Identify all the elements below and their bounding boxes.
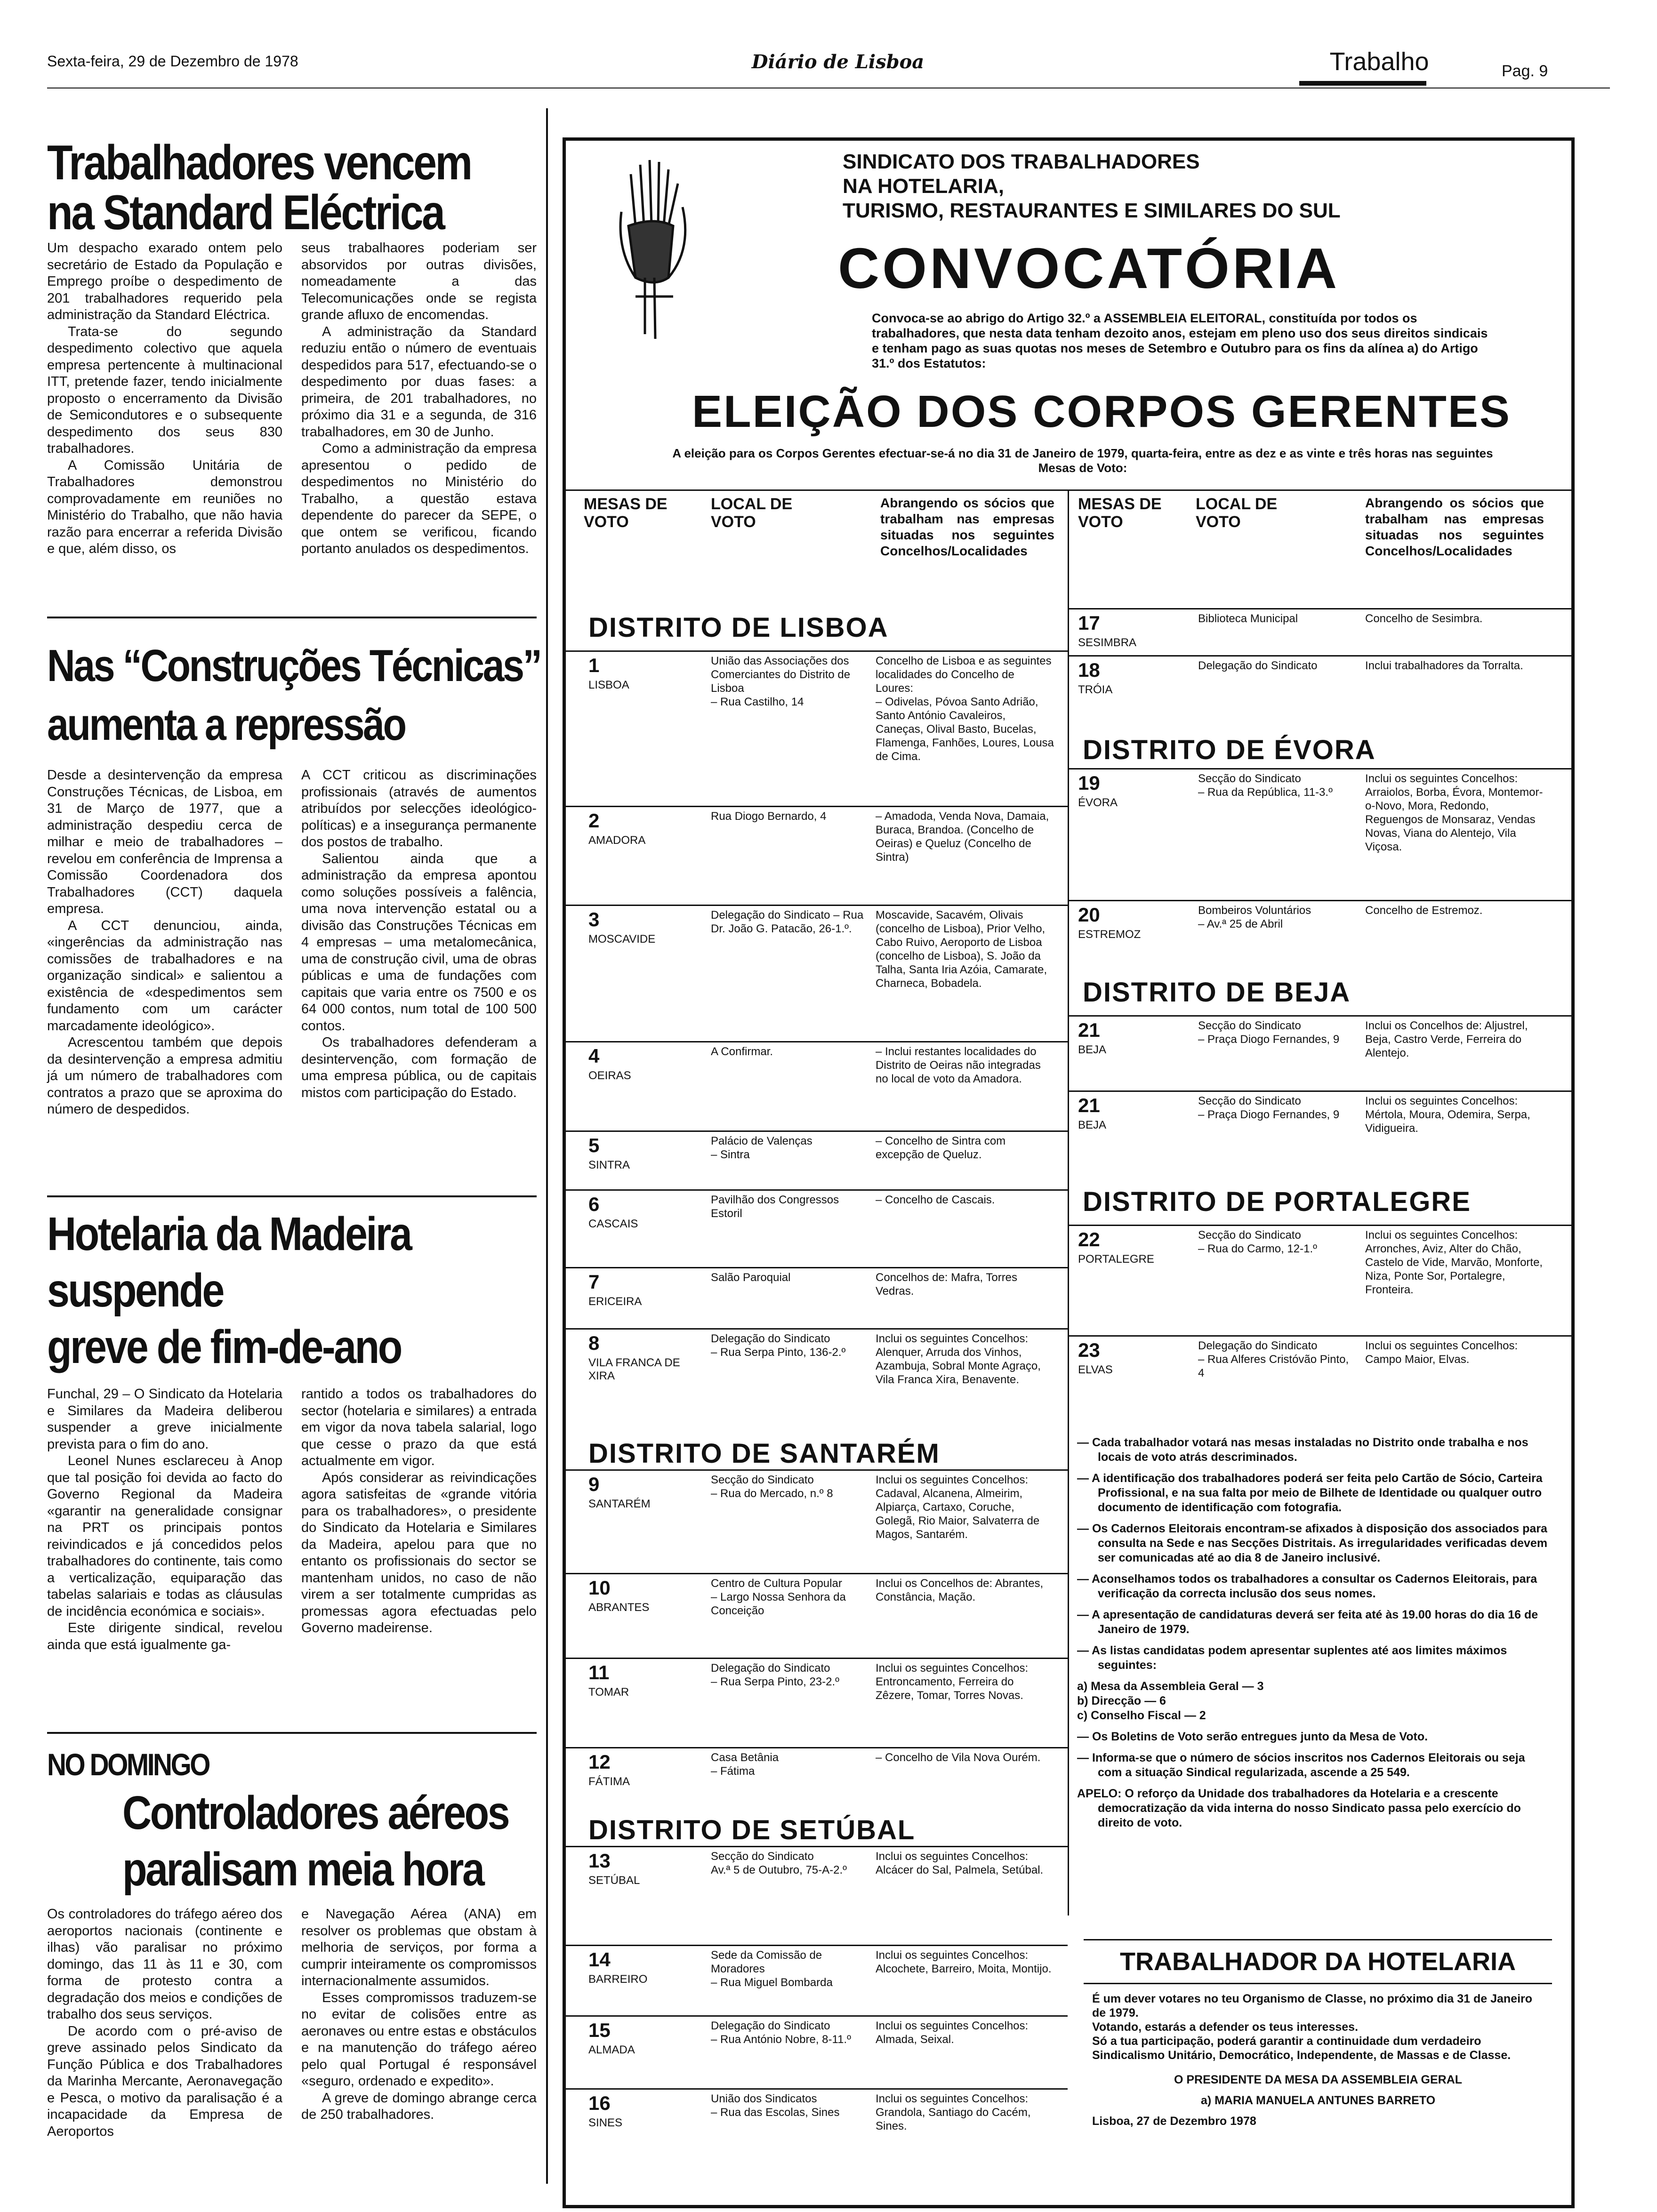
- row-divider: [1068, 1335, 1575, 1337]
- row-local: Centro de Cultura Popular – Largo Nossa Senhora da Conceição: [711, 1577, 846, 1617]
- article-madeira-col1: [47, 1386, 282, 1653]
- district-evora: DISTRITO DE ÉVORA: [1083, 735, 1376, 765]
- row-number: 5: [588, 1134, 600, 1156]
- row-abrangendo: Inclui os seguintes Concelhos: Alenquer, Arruda dos Vinhos, Azambuja, Sobral Monte Agraço, Vila Franca Xira, Benavente.: [876, 1332, 1041, 1386]
- article-construcoes-col2: [301, 767, 537, 1101]
- hotelaria-text: [1092, 1992, 1544, 2128]
- row-city: ÉVORA: [1078, 796, 1118, 809]
- article-controladores-col2: [301, 1906, 537, 2124]
- row-local: Delegação do Sindicato – Rua Serpa Pinto, 136-2.º: [711, 1332, 846, 1359]
- row-number: 6: [588, 1193, 600, 1215]
- col-head-local-right: LOCAL DE VOTO: [1196, 495, 1278, 531]
- row-abrangendo: Inclui os seguintes Concelhos: Arraiolos, Borba, Évora, Montemor-o-Novo, Mora, Redondo, Reguengos de Monsaraz, Vendas Novas, Viana do Alentejo, Vila Viçosa.: [1365, 772, 1543, 853]
- row-abrangendo: Inclui os seguintes Concelhos: Grandola, Santiago do Cacém, Sines.: [876, 2092, 1031, 2132]
- paragraph: Os trabalhadores defenderam a desintervenção, com formação de uma empresa pública, ou de capitais mistos com participação do Estado.: [301, 1035, 537, 1100]
- district-santarem: DISTRITO DE SANTARÉM: [588, 1438, 940, 1469]
- election-title: ELEIÇÃO DOS CORPOS GERENTES: [692, 386, 1511, 437]
- row-divider: [1068, 1015, 1575, 1017]
- convocatoria-title: CONVOCATÓRIA: [838, 236, 1340, 300]
- union-name-line: TURISMO, RESTAURANTES E SIMILARES DO SUL: [843, 199, 1341, 222]
- row-abrangendo: Inclui os seguintes Concelhos: Alcochete, Barreiro, Moita, Montijo.: [876, 1949, 1052, 1975]
- row-abrangendo: Concelho de Sesimbra.: [1365, 612, 1483, 625]
- row-abrangendo: – Amadoda, Venda Nova, Damaia, Buraca, Brandoa. (Concelho de Oeiras) e Queluz (Concelho de Sintra): [876, 810, 1049, 864]
- row-number: 4: [588, 1045, 600, 1067]
- paragraph: Desde a desintervenção da empresa Construções Técnicas, de Lisboa, em 31 de Março de 1977, que a administração despediu cerca de milhar e meio de trabalhadores – revelou em conferência de Imprensa a Comissão Coordenadora dos Trabalhadores (CCT) daquela empresa.: [47, 768, 282, 916]
- row-number: 3: [588, 908, 600, 930]
- row-local: União das Associações dos Comerciantes do Distrito de Lisboa – Rua Castilho, 14: [711, 655, 851, 708]
- row-abrangendo: Inclui os seguintes Concelhos: Entroncamento, Ferreira do Zêzere, Tomar, Torres Novas.: [876, 1662, 1029, 1702]
- row-local: Secção do Sindicato – Praça Diogo Fernandes, 9: [1198, 1095, 1340, 1121]
- district-beja: DISTRITO DE BEJA: [1083, 977, 1351, 1008]
- row-abrangendo: Inclui os seguintes Concelhos: Alcácer do Sal, Palmela, Setúbal.: [876, 1850, 1044, 1876]
- headline-standard-1: Trabalhadores vencem: [47, 136, 471, 190]
- headline-standard-2: na Standard Eléctrica: [47, 185, 444, 240]
- row-abrangendo: – Concelho de Sintra com excepção de Queluz.: [876, 1135, 1006, 1161]
- row-divider: [1068, 655, 1575, 657]
- headline-controladores-2: paralisam meia hora: [122, 1843, 483, 1896]
- row-divider: [563, 1189, 1068, 1191]
- article-divider: [47, 1732, 537, 1734]
- row-abrangendo: – Concelho de Vila Nova Ourém.: [876, 1751, 1041, 1764]
- paragraph: A greve de domingo abrange cerca de 250 trabalhadores.: [301, 2090, 537, 2122]
- row-number: 1: [588, 654, 600, 676]
- headline-construcoes-2: aumenta a repressão: [47, 699, 405, 750]
- row-divider: [563, 650, 1068, 652]
- row-number: 2: [588, 809, 600, 832]
- row-local: Delegação do Sindicato – Rua Alferes Cristóvão Pinto, 4: [1198, 1339, 1349, 1379]
- row-city: ERICEIRA: [588, 1295, 642, 1308]
- col-head-abr: Abrangendo os sócios que trabalham nas empresas situadas nos seguintes Concelhos/Localidades: [880, 496, 1054, 558]
- row-abrangendo: – Concelho de Cascais.: [876, 1194, 995, 1206]
- row-abrangendo: Moscavide, Sacavém, Olivais (concelho de Lisboa), Prior Velho, Cabo Ruivo, Aeroporto de Lisboa (concelho de Lisboa), S. João da Talha, Santa Iria Azóia, Camarate, Charneca, Bobadela.: [876, 909, 1047, 990]
- row-number: 19: [1078, 772, 1100, 794]
- hotelaria-line: É um dever votares no teu Organismo de Classe, no próximo dia 31 de Janeiro de 1979.: [1092, 1992, 1533, 2020]
- union-name-line: SINDICATO DOS TRABALHADORES: [843, 150, 1200, 173]
- row-local: Delegação do Sindicato – Rua Dr. João G. Patacão, 26-1.º.: [711, 909, 864, 935]
- note-item: c) Conselho Fiscal — 2: [1077, 1709, 1206, 1722]
- row-local: Secção do Sindicato Av.ª 5 de Outubro, 75-A-2.º: [711, 1850, 847, 1876]
- row-divider: [1068, 768, 1575, 769]
- row-abrangendo: Inclui trabalhadores da Torralta.: [1365, 659, 1523, 672]
- hotelaria-title: TRABALHADOR DA HOTELARIA: [1084, 1939, 1552, 1984]
- row-city: LISBOA: [588, 679, 629, 691]
- row-city: BARREIRO: [588, 1973, 648, 1986]
- row-divider: [563, 806, 1068, 807]
- row-divider: [563, 1267, 1068, 1268]
- row-divider: [563, 1658, 1068, 1659]
- column-rule: [546, 108, 548, 2184]
- row-abrangendo: Inclui os seguintes Concelhos: Cadaval, Alcanena, Almeirim, Alpiarça, Cartaxo, Coruche, Golegã, Rio Maior, Salvaterra de Magos, Santarém.: [876, 1474, 1040, 1541]
- note-item: — As listas candidatas podem apresentar suplentes até aos limites máximos seguintes:: [1077, 1644, 1507, 1672]
- page-number: Pag. 9: [1502, 62, 1548, 80]
- section-bar: [1299, 81, 1426, 86]
- row-abrangendo: Concelho de Estremoz.: [1365, 904, 1483, 917]
- place-date: Lisboa, 27 de Dezembro 1978: [1092, 2115, 1256, 2128]
- row-number: 23: [1078, 1339, 1100, 1361]
- row-local: Rua Diogo Bernardo, 4: [711, 810, 827, 823]
- row-abrangendo: Inclui os seguintes Concelhos: Mértola, Moura, Odemira, Serpa, Vidigueira.: [1365, 1095, 1530, 1135]
- note-item: — Os Cadernos Eleitorais encontram-se afixados à disposição dos associados para consulta na Sede e nas Secções Distritais. As irregularidades verificadas devem ser comunicadas até ao dia 8 de Janeiro inclusivé.: [1077, 1522, 1548, 1564]
- row-abrangendo: Inclui os Concelhos de: Aljustrel, Beja, Castro Verde, Ferreira do Alentejo.: [1365, 1019, 1528, 1059]
- article-controladores-col1: [47, 1906, 282, 2140]
- row-number: 7: [588, 1271, 600, 1293]
- paragraph: Os controladores do tráfego aéreo dos aeroportos nacionais (continente e ilhas) vão paralisar no próximo domingo, das 11 às 11 e 30, com forma de protesto contra a degradação dos meios e condições de trabalho dos seus serviços.: [47, 1907, 282, 2022]
- kicker-controladores: NO DOMINGO: [47, 1747, 209, 1782]
- paragraph: Trata-se do segundo despedimento colectivo que aquela empresa pertencente à multinacional ITT, pretende fazer, tendo inicialmente proposto o encerramento da Divisão de Semicondutores e o subsequente despedimento dos seus 830 trabalhadores.: [47, 324, 282, 456]
- note-item: — Cada trabalhador votará nas mesas instaladas no Distrito onde trabalha e nos locais de voto atrás descriminados.: [1077, 1436, 1528, 1464]
- row-number: 21: [1078, 1094, 1100, 1116]
- article-divider: [47, 617, 537, 618]
- row-local: União dos Sindicatos – Rua das Escolas, Sines: [711, 2092, 840, 2119]
- article-standard-col1: [47, 240, 282, 558]
- paragraph: Salientou ainda que a administração da empresa apontou como soluções possíveis a falência, uma nova intervenção estatal ou a divisão das Construções Técnicas em 4 empresas – uma metalomecânica, uma de construção civil, uma de obras públicas e uma de fundações com capitais que varia entre os 7500 e os 64 000 contos, num total de 100 500 contos.: [301, 851, 537, 1034]
- row-local: Bombeiros Voluntários – Av.ª 25 de Abril: [1198, 904, 1311, 930]
- headline-madeira-2: suspende: [47, 1264, 223, 1317]
- row-number: 18: [1078, 659, 1100, 681]
- note-item: b) Direcção — 6: [1077, 1694, 1166, 1707]
- note-item: — A apresentação de candidaturas deverá ser feita até às 19.00 horas do dia 16 de Janeiro de 1979.: [1077, 1608, 1538, 1636]
- row-local: Casa Betânia – Fátima: [711, 1751, 779, 1778]
- row-local: Secção do Sindicato – Rua da República, 11-3.º: [1198, 772, 1333, 799]
- row-local: Biblioteca Municipal: [1198, 612, 1298, 625]
- note-item: — Os Boletins de Voto serão entregues junto da Mesa de Voto.: [1077, 1730, 1428, 1743]
- row-number: 16: [588, 2092, 611, 2114]
- row-divider: [563, 1130, 1068, 1132]
- paragraph: seus trabalhaores poderiam ser absorvidos por outras divisões, nomeadamente a das Telecomunicações onde se regista grande afluxo de encomendas.: [301, 240, 537, 322]
- row-city: OEIRAS: [588, 1069, 631, 1082]
- header-date: Sexta-feira, 29 de Dezembro de 1978: [47, 53, 298, 70]
- headline-madeira-3: greve de fim-de-ano: [47, 1321, 401, 1373]
- article-madeira-col2: [301, 1386, 537, 1637]
- row-abrangendo: Inclui os seguintes Concelhos: Arronches, Aviz, Alter do Chão, Castelo de Vide, Marvão, Monforte, Niza, Ponte Sor, Portalegre, Fronteira.: [1365, 1229, 1543, 1296]
- paragraph: e Navegação Aérea (ANA) em resolver os problemas que obstam à melhoria de serviços, por forma a cumprir inteiramente os compromissos internacionalmente assumidos.: [301, 1907, 537, 1988]
- row-local: Delegação do Sindicato – Rua Serpa Pinto, 23-2.º: [711, 1662, 839, 1688]
- row-abrangendo: Inclui os seguintes Concelhos: Campo Maior, Elvas.: [1365, 1339, 1518, 1366]
- masthead: Diário de Lisboa: [751, 51, 925, 73]
- row-number: 11: [588, 1661, 610, 1683]
- paragraph: Um despacho exarado ontem pelo secretário de Estado da População e Emprego proíbe o despedimento de 201 trabalhadores requerido pela administração da Standard Eléctrica.: [47, 240, 282, 322]
- row-number: 13: [588, 1850, 611, 1872]
- paragraph: Acrescentou também que depois da desintervenção a empresa admitiu já um número de trabalhadores com contratos a prazo que se aproxima do número de despedidos.: [47, 1035, 282, 1117]
- row-abrangendo: Concelhos de: Mafra, Torres Vedras.: [876, 1271, 1018, 1298]
- row-city: BEJA: [1078, 1119, 1107, 1131]
- row-divider: [1068, 1090, 1575, 1092]
- note-item: — A identificação dos trabalhadores poderá ser feita pelo Cartão de Sócio, Carteira Profissional, e na sua falta por meio de Bilhete de Identidade ou qualquer outro documento de identificação com fotografia.: [1077, 1472, 1543, 1514]
- row-city: SESIMBRA: [1078, 636, 1137, 649]
- row-city: CASCAIS: [588, 1218, 638, 1230]
- row-divider: [563, 1945, 1068, 1946]
- row-divider: [1068, 1225, 1575, 1226]
- row-divider: [563, 1573, 1068, 1574]
- row-local: Delegação do Sindicato – Rua António Nobre, 8-11.º: [711, 2020, 851, 2046]
- row-local: Delegação do Sindicato: [1198, 659, 1318, 672]
- row-city: ALMADA: [588, 2044, 635, 2056]
- notes-list: [1077, 1435, 1550, 1837]
- article-standard-col2: [301, 240, 537, 558]
- row-divider: [563, 1469, 1068, 1471]
- headline-controladores-1: Controladores aéreos: [122, 1787, 509, 1839]
- row-city: PORTALEGRE: [1078, 1253, 1154, 1266]
- row-divider: [563, 2015, 1068, 2017]
- hotelaria-line: Só a tua participação, poderá garantir a continuidade dum verdadeiro Sindicalismo Unitário, Democrático, Independente, de Massas e de Classe.: [1092, 2035, 1511, 2062]
- row-local: Secção do Sindicato – Rua do Mercado, n.º 8: [711, 1474, 833, 1500]
- row-city: FÁTIMA: [588, 1775, 630, 1788]
- paragraph: De acordo com o pré-aviso de greve assinado pelos Sindicato da Função Pública e dos Trabalhadores da Marinha Mercante, Aeronavegação e Pesca, o motivo da paralisação é a incapacidade da Empresa de Aeroportos: [47, 2023, 282, 2139]
- col-head-mesas-right: MESAS DE VOTO: [1078, 495, 1162, 531]
- signer-line: a) MARIA MANUELA ANTUNES BARRETO: [1200, 2094, 1436, 2107]
- row-city: SETÚBAL: [588, 1874, 640, 1887]
- district-lisboa: DISTRITO DE LISBOA: [588, 612, 889, 643]
- article-construcoes-col1: [47, 767, 282, 1118]
- note-item: — Informa-se que o número de sócios inscritos nos Cadernos Eleitorais ou seja com a situação Sindical regularizada, ascende a 25 549.: [1077, 1751, 1525, 1779]
- paragraph: Este dirigente sindical, revelou ainda que está igualmente ga-: [47, 1620, 282, 1652]
- row-local: Palácio de Valenças – Sintra: [711, 1135, 812, 1161]
- row-divider: [563, 1041, 1068, 1042]
- row-number: 8: [588, 1332, 600, 1354]
- union-name: [843, 150, 1341, 223]
- row-local: Secção do Sindicato – Praça Diogo Fernandes, 9: [1198, 1019, 1340, 1046]
- row-divider: [1068, 900, 1575, 901]
- row-city: MOSCAVIDE: [588, 933, 656, 946]
- union-name-line: NA HOTELARIA,: [843, 175, 1005, 198]
- row-divider: [563, 1747, 1068, 1748]
- section-title: Trabalho: [1329, 48, 1429, 76]
- row-city: BEJA: [1078, 1043, 1107, 1056]
- convocatoria-intro: Convoca-se ao abrigo do Artigo 32.º a ASSEMBLEIA ELEITORAL, constituída por todos os trabalhadores, que nesta data tenham dezoito anos, estejam em pleno uso dos seus direitos sindicais e tenham pago as suas quotas nos meses de Setembro e Outubro para os fins da alínea a) do Artigo 31.º dos Estatutos:: [872, 311, 1488, 370]
- article-divider: [47, 1195, 537, 1197]
- row-local: Pavilhão dos Congressos Estoril: [711, 1194, 839, 1220]
- row-number: 22: [1078, 1228, 1100, 1250]
- paragraph: Esses compromissos traduzem-se no evitar de colisões entre as aeronaves ou entre estas e obstáculos e na manutenção do tráfego aéreo pelo qual Portugal é responsável «seguro, ordenado e expedito».: [301, 1990, 537, 2089]
- paragraph: A Comissão Unitária de Trabalhadores demonstrou comprovadamente em reuniões no Ministério do Trabalho, que não havia razão para encerrar a referida Divisão e que, além disso, os: [47, 457, 282, 556]
- row-divider: [563, 2088, 1068, 2090]
- headline-construcoes-1: Nas “Construções Técnicas”: [47, 641, 541, 691]
- row-number: 20: [1078, 904, 1100, 926]
- row-divider: [563, 905, 1068, 906]
- row-number: 15: [588, 2019, 611, 2041]
- president-line: O PRESIDENTE DA MESA DA ASSEMBLEIA GERAL: [1174, 2073, 1463, 2086]
- district-portalegre: DISTRITO DE PORTALEGRE: [1083, 1186, 1471, 1217]
- row-city: TOMAR: [588, 1686, 629, 1699]
- col-head-abr-right: Abrangendo os sócios que trabalham nas empresas situadas nos seguintes Concelhos/Localidades: [1365, 496, 1544, 558]
- district-setubal: DISTRITO DE SETÚBAL: [588, 1815, 916, 1845]
- row-number: 10: [588, 1577, 611, 1599]
- row-local: Salão Paroquial: [711, 1271, 791, 1284]
- row-local: Sede da Comissão de Moradores – Rua Miguel Bombarda: [711, 1949, 833, 1989]
- hotelaria-line: Votando, estarás a defender os teus interesses.: [1092, 2020, 1359, 2034]
- row-divider: [563, 1846, 1068, 1847]
- row-number: 14: [588, 1948, 611, 1971]
- row-abrangendo: Concelho de Lisboa e as seguintes localidades do Concelho de Loures: – Odivelas, Póvoa Santo Adrião, Santo António Cavaleiros, Caneças, Olival Basto, Bucelas, Flamenga, Fanhões, Loures, Lousa de Cima.: [876, 655, 1054, 763]
- table-center-rule: [1068, 489, 1069, 1915]
- col-head-local: LOCAL DE VOTO: [711, 495, 793, 531]
- row-city: ELVAS: [1078, 1363, 1113, 1376]
- row-city: SANTARÉM: [588, 1498, 651, 1510]
- paragraph: A administração da Standard reduziu então o número de eventuais despedidos para 517, efectuando-se o despedimento por duas fases: a primeira, de 201 trabalhadores, no próximo dia 31 e a segunda, de 316 trabalhadores, em 30 de Junho.: [301, 324, 537, 440]
- row-city: SINES: [588, 2116, 623, 2129]
- election-text: A eleição para os Corpos Gerentes efectuar-se-á no dia 31 de Janeiro de 1979, quarta-feira, entre as dez e as vinte e três horas nas seguintes Mesas de Voto:: [672, 446, 1493, 475]
- paragraph: Funchal, 29 – O Sindicato da Hotelaria e Similares da Madeira deliberou suspender a greve inicialmente prevista para o fim do ano.: [47, 1387, 282, 1452]
- paragraph: Leonel Nunes esclareceu à Anop que tal posição foi devida ao facto do Governo Regional da Madeira «garantir na generalidade consignar na PRT os principais pontos reivindicados e já concedidos pelos trabalhadores do continente, tais como a verticalização, equiparação das tabelas salariais e todas as cláusulas de incidência económica e sociais».: [47, 1453, 282, 1619]
- row-number: 21: [1078, 1019, 1100, 1041]
- row-city: TRÓIA: [1078, 683, 1113, 696]
- paragraph: Como a administração da empresa apresentou o pedido de despedimentos no Ministério do Trabalho, a questão estava dependente do parecer da SEPE, o que ontem se verificou, ficando portanto anulados os despedimentos.: [301, 441, 537, 556]
- row-abrangendo: Inclui os Concelhos de: Abrantes, Constância, Mação.: [876, 1577, 1044, 1603]
- note-item: APELO: O reforço da Unidade dos trabalhadores da Hotelaria e a crescente democratização da vida interna do nosso Sindicato passa pelo exercício do direito de voto.: [1077, 1787, 1521, 1829]
- row-local: A Confirmar.: [711, 1045, 773, 1058]
- note-item: — Aconselhamos todos os trabalhadores a consultar os Cadernos Eleitorais, para verificação da correcta inclusão dos seus nomes.: [1077, 1572, 1537, 1600]
- hands-tools-icon: [603, 155, 706, 344]
- row-number: 17: [1078, 612, 1100, 634]
- row-city: AMADORA: [588, 834, 646, 847]
- row-city: VILA FRANCA DE XIRA: [588, 1356, 680, 1382]
- row-abrangendo: – Inclui restantes localidades do Distrito de Oeiras não integradas no local de voto da Amadora.: [876, 1045, 1041, 1085]
- row-number: 9: [588, 1473, 600, 1495]
- paragraph: A CCT denunciou, ainda, «ingerências da administração nas comissões de trabalhadores e na organização sindical» e salientou a existência de «despedimentos sem fundamento com um carácter marcadamente ideológico».: [47, 918, 282, 1034]
- row-city: ABRANTES: [588, 1601, 650, 1614]
- row-city: ESTREMOZ: [1078, 928, 1141, 941]
- col-head-mesas: MESAS DE VOTO: [584, 495, 668, 531]
- paragraph: A CCT criticou as discriminações profissionais (através de aumentos atribuídos por selecções ideológico-políticas) e a insegurança permanente dos postos de trabalho.: [301, 768, 537, 850]
- row-divider: [563, 1328, 1068, 1330]
- headline-madeira-1: Hotelaria da Madeira: [47, 1208, 411, 1260]
- row-city: SINTRA: [588, 1159, 630, 1171]
- paragraph: Após considerar as reivindicações agora satisfeitas de «grande vitória para os trabalhadores», o presidente do Sindicato da Hotelaria e Similares da Madeira, apelou para que no entanto os profissionais do sector se mantenham unidos, no caso de não virem a ser totalmente cumpridas as promessas agora efectuadas pelo Governo madeirense.: [301, 1470, 537, 1635]
- paragraph: rantido a todos os trabalhadores do sector (hotelaria e similares) a entrada em vigor da nova tabela salarial, logo que cesse o prazo da que está actualmente em vigor.: [301, 1387, 537, 1468]
- note-item: a) Mesa da Assembleia Geral — 3: [1077, 1680, 1264, 1693]
- row-divider: [1068, 608, 1575, 609]
- row-abrangendo: Inclui os seguintes Concelhos: Almada, Seixal.: [876, 2020, 1029, 2046]
- row-local: Secção do Sindicato – Rua do Carmo, 12-1.º: [1198, 1229, 1317, 1255]
- row-number: 12: [588, 1751, 611, 1773]
